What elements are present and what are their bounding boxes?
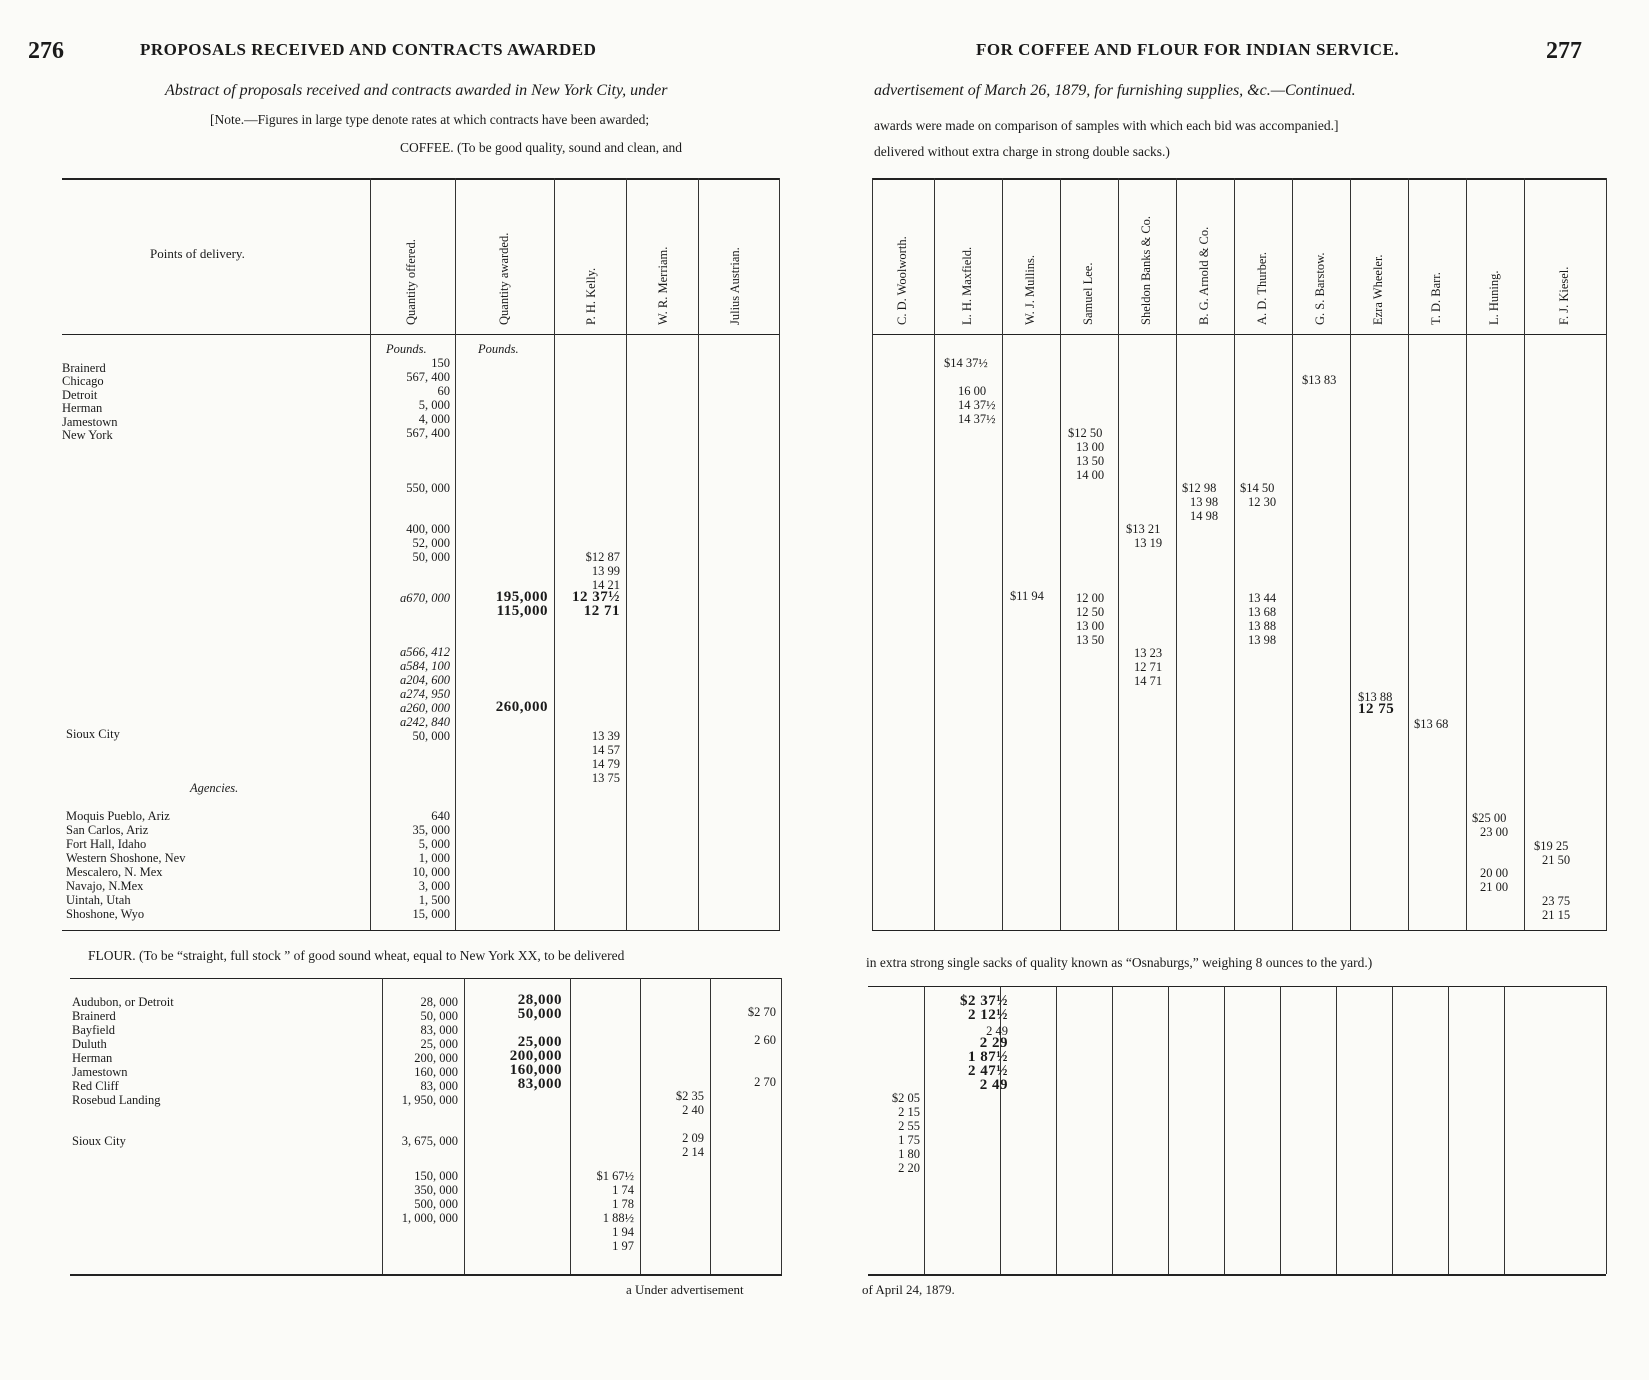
barstow-bid: $13 83	[1302, 373, 1337, 387]
kelly-flour-bid: $1 67½	[596, 1169, 634, 1183]
qty-offered: a260, 000	[400, 701, 450, 715]
flour-line-left: FLOUR. (To be “straight, full stock ” of good sound wheat, equal to New York XX, to be delivered	[88, 948, 625, 963]
flour-column-rule	[1504, 986, 1505, 1274]
page-number-left: 276	[28, 38, 64, 64]
thurber-bid: 13 44	[1248, 591, 1277, 605]
maxfield-flour-bid: 2 12½	[968, 1007, 1008, 1023]
units-awarded: Pounds.	[478, 342, 519, 356]
huning-bid: $25 00	[1472, 811, 1507, 825]
agency-qty: 35, 000	[412, 823, 450, 837]
qty-awarded: 260,000	[495, 699, 548, 715]
woolworth-flour-bid: 1 80	[898, 1147, 920, 1161]
column-rule	[1060, 178, 1061, 930]
qty-offered: 5, 000	[418, 398, 450, 412]
flour-qty: 83, 000	[420, 1023, 458, 1037]
wheeler-bid: 12 75	[1358, 701, 1395, 717]
austrian-flour-bid: 2 70	[754, 1075, 776, 1089]
column-rule	[1292, 178, 1293, 930]
flour-awarded: 160,000	[509, 1062, 562, 1078]
kiesel-bid: 23 75	[1542, 894, 1571, 908]
maxfield-flour-bid: $2 37½	[960, 993, 1008, 1009]
column-rule	[1118, 178, 1119, 930]
col-quantity-awarded: Quantity awarded.	[497, 232, 511, 325]
qty-offered: 400, 000	[406, 522, 450, 536]
footnote-right: of April 24, 1879.	[862, 1282, 955, 1297]
col-bidder-7: G. S. Barstow.	[1313, 252, 1327, 325]
flour-place: Bayfield	[72, 1023, 116, 1037]
thurber-bid: 13 98	[1248, 633, 1277, 647]
flour-awarded: 28,000	[517, 992, 562, 1008]
agency-qty: 3, 000	[418, 879, 450, 893]
maxfield-bid: 16 00	[958, 384, 987, 398]
agency-fort-hall: Fort Hall, Idaho	[66, 837, 147, 851]
merriam-flour-bid: 2 40	[682, 1103, 704, 1117]
lee-bid: 13 00	[1076, 619, 1105, 633]
flour-qty: 350, 000	[414, 1183, 458, 1197]
subtitle-left: Abstract of proposals received and contracts awarded in New York City, under	[165, 82, 668, 99]
col-bidder-4: Sheldon Banks & Co.	[1139, 215, 1153, 325]
qty-offered: a566, 412	[400, 645, 450, 659]
thurber-bid: 12 30	[1248, 495, 1277, 509]
flour-qty: 200, 000	[414, 1051, 458, 1065]
agency-san-carlos: San Carlos, Ariz	[66, 823, 149, 837]
huning-bid: 21 00	[1480, 880, 1509, 894]
arnold-bid: 13 98	[1190, 495, 1219, 509]
note-left: [Note.—Figures in large type denote rates at which contracts have been awarded;	[210, 112, 650, 127]
flour-awarded: 200,000	[509, 1048, 562, 1064]
qty-offered: a584, 100	[400, 659, 450, 673]
austrian-flour-bid: 2 60	[754, 1033, 776, 1047]
flour-place: Brainerd	[72, 1009, 116, 1023]
woolworth-flour-bid: 1 75	[898, 1133, 920, 1147]
maxfield-bid: $14 37½	[944, 356, 988, 370]
flour-column-rule	[1606, 986, 1607, 1274]
kiesel-bid: 21 50	[1542, 853, 1571, 867]
qty-offered: 52, 000	[412, 536, 450, 550]
lee-bid: 13 50	[1076, 454, 1105, 468]
lee-bid: 13 00	[1076, 440, 1105, 454]
place-jamestown: Jamestown	[62, 415, 118, 429]
austrian-flour-bid: $2 70	[747, 1005, 776, 1019]
col-bidder-1: L. H. Maxfield.	[960, 246, 974, 325]
qty-offered: a670, 000	[400, 591, 450, 605]
banks-bid: 13 23	[1134, 646, 1163, 660]
col-quantity-offered: Quantity offered.	[404, 239, 418, 325]
kelly-flour-bid: 1 78	[612, 1197, 634, 1211]
flour-qty: 150, 000	[414, 1169, 458, 1183]
qty-offered: 150	[431, 356, 450, 370]
flour-place: Audubon, or Detroit	[72, 995, 174, 1009]
maxfield-flour-bid: 2 47½	[968, 1063, 1008, 1079]
note-right: awards were made on comparison of samples with which each bid was accompanied.]	[874, 118, 1339, 133]
wheeler-bid: $13 88	[1358, 690, 1393, 704]
flour-place: Duluth	[72, 1037, 107, 1051]
column-rule	[1524, 178, 1525, 930]
huning-bid: 20 00	[1480, 866, 1509, 880]
flour-column-rule	[1224, 986, 1225, 1274]
qty-awarded: 195,000	[495, 589, 548, 605]
agency-navajo: Navajo, N.Mex	[66, 879, 144, 893]
flour-place: Jamestown	[72, 1065, 128, 1079]
maxfield-flour-bid: 2 49	[979, 1077, 1008, 1093]
agency-shoshone: Shoshone, Wyo	[66, 907, 145, 921]
maxfield-flour-bid: 1 87½	[968, 1049, 1008, 1065]
lee-bid: 12 00	[1076, 591, 1105, 605]
flour-awarded: 50,000	[517, 1006, 562, 1022]
column-rule	[1466, 178, 1467, 930]
agency-western-shoshone: Western Shoshone, Nev	[66, 851, 186, 865]
agency-qty: 1, 500	[418, 893, 450, 907]
lee-bid: 14 00	[1076, 468, 1105, 482]
flour-column-rule	[1112, 986, 1113, 1274]
col-bidder-6: A. D. Thurber.	[1255, 251, 1269, 325]
lee-bid: $12 50	[1068, 426, 1103, 440]
column-rule	[934, 178, 935, 930]
flour-qty: 3, 675, 000	[401, 1134, 458, 1148]
col-bidder-10: L. Huning.	[1487, 270, 1501, 325]
col-bidder-9: T. D. Barr.	[1429, 272, 1443, 325]
table-top-rule	[62, 178, 780, 180]
agency-qty: 15, 000	[412, 907, 450, 921]
kiesel-bid: 21 15	[1542, 908, 1571, 922]
agency-mescalero: Mescalero, N. Mex	[66, 865, 163, 879]
col-austrian: Julius Austrian.	[728, 247, 742, 325]
kelly-flour-bid: 1 88½	[602, 1211, 634, 1225]
kelly-bid: 12 37½	[572, 589, 620, 605]
subtitle-right: advertisement of March 26, 1879, for furnishing supplies, &c.—Continued.	[874, 82, 1356, 99]
column-rule	[1176, 178, 1177, 930]
banks-bid: 12 71	[1134, 660, 1163, 674]
flour-column-rule	[1280, 986, 1281, 1274]
kelly-bid: 14 57	[591, 743, 620, 757]
kelly-bid: 14 79	[591, 757, 620, 771]
qty-offered: a242, 840	[400, 715, 450, 729]
page-header-left: PROPOSALS RECEIVED AND CONTRACTS AWARDED	[140, 40, 597, 59]
flour-place: Rosebud Landing	[72, 1093, 161, 1107]
thurber-bid: 13 88	[1248, 619, 1277, 633]
col-bidder-0: C. D. Woolworth.	[895, 236, 909, 325]
arnold-bid: $12 98	[1182, 481, 1217, 495]
qty-offered: 4, 000	[418, 412, 450, 426]
flour-awarded: 25,000	[517, 1034, 562, 1050]
woolworth-flour-bid: 2 55	[898, 1119, 920, 1133]
flour-place: Red Cliff	[72, 1079, 119, 1093]
kelly-bid: 13 99	[591, 564, 620, 578]
column-rule	[1350, 178, 1351, 930]
maxfield-flour-bid: 2 29	[979, 1035, 1008, 1051]
agency-uintah: Uintah, Utah	[66, 893, 131, 907]
flour-qty: 500, 000	[414, 1197, 458, 1211]
place-sioux-city: Sioux City	[66, 727, 120, 741]
kelly-bid: 13 75	[591, 771, 620, 785]
flour-column-rule	[1448, 986, 1449, 1274]
footnote-left: a Under advertisement	[626, 1282, 744, 1297]
woolworth-flour-bid: $2 05	[891, 1091, 920, 1105]
col-bidder-3: Samuel Lee.	[1081, 262, 1095, 325]
header-bottom-rule	[62, 334, 780, 335]
column-rule	[872, 178, 873, 930]
qty-awarded: 115,000	[496, 603, 548, 619]
maxfield-bid: 14 37½	[958, 412, 996, 426]
kelly-flour-bid: 1 94	[612, 1225, 634, 1239]
thurber-bid: 13 68	[1248, 605, 1277, 619]
flour-qty: 25, 000	[420, 1037, 458, 1051]
banks-bid: 13 19	[1134, 536, 1163, 550]
kelly-bid: 13 39	[591, 729, 620, 743]
flour-qty: 1, 000, 000	[401, 1211, 458, 1225]
woolworth-flour-bid: 2 15	[898, 1105, 920, 1119]
barr-bid: $13 68	[1414, 717, 1449, 731]
kelly-bid: 12 71	[583, 603, 620, 619]
place-new-york: New York	[62, 428, 113, 442]
flour-column-rule	[1056, 986, 1057, 1274]
flour-qty: 50, 000	[420, 1009, 458, 1023]
woolworth-flour-bid: 2 20	[898, 1161, 920, 1175]
agency-qty: 1, 000	[418, 851, 450, 865]
merriam-flour-bid: 2 14	[682, 1145, 704, 1159]
agency-qty: 5, 000	[418, 837, 450, 851]
kelly-flour-bid: 1 74	[612, 1183, 634, 1197]
kelly-bid: 14 21	[591, 578, 620, 592]
place-brainerd: Brainerd	[62, 361, 106, 375]
huning-bid: 23 00	[1480, 825, 1509, 839]
flour-line-right: in extra strong single sacks of quality known as “Osnaburgs,” weighing 8 ounces to the yard.)	[866, 955, 1373, 970]
thurber-bid: $14 50	[1240, 481, 1275, 495]
agency-moquis: Moquis Pueblo, Ariz	[66, 809, 170, 823]
flour-place: Herman	[72, 1051, 113, 1065]
agencies-label: Agencies.	[190, 781, 239, 795]
flour-qty: 83, 000	[420, 1079, 458, 1093]
arnold-bid: 14 98	[1190, 509, 1219, 523]
flour-column-rule	[1392, 986, 1393, 1274]
qty-offered: 50, 000	[412, 550, 450, 564]
place-herman: Herman	[62, 401, 103, 415]
coffee-line-right: delivered without extra charge in strong double sacks.)	[874, 144, 1170, 159]
col-points-of-delivery: Points of delivery.	[150, 246, 245, 261]
flour-qty: 1, 950, 000	[401, 1093, 458, 1107]
col-merriam: W. R. Merriam.	[656, 246, 670, 325]
page-number-right: 277	[1546, 38, 1582, 64]
qty-offered: a204, 600	[400, 673, 450, 687]
left-page	[0, 0, 824, 1380]
page-header-right: FOR COFFEE AND FLOUR FOR INDIAN SERVICE.	[976, 40, 1400, 59]
col-bidder-8: Ezra Wheeler.	[1371, 254, 1385, 325]
banks-bid: $13 21	[1126, 522, 1161, 536]
kiesel-bid: $19 25	[1534, 839, 1569, 853]
flour-column-rule	[1168, 986, 1169, 1274]
coffee-line-left: COFFEE. (To be good quality, sound and clean, and	[400, 140, 683, 155]
qty-offered: 567, 400	[406, 426, 450, 440]
agency-qty: 10, 000	[412, 865, 450, 879]
merriam-flour-bid: 2 09	[682, 1131, 704, 1145]
flour-place: Sioux City	[72, 1134, 126, 1148]
flour-column-rule	[1336, 986, 1337, 1274]
flour-qty: 160, 000	[414, 1065, 458, 1079]
place-detroit: Detroit	[62, 388, 98, 402]
qty-offered: 567, 400	[406, 370, 450, 384]
column-rule	[1002, 178, 1003, 930]
right-page	[824, 0, 1649, 1380]
coffee-bottom-rule	[62, 930, 780, 931]
maxfield-bid: 14 37½	[958, 398, 996, 412]
lee-bid: 12 50	[1076, 605, 1105, 619]
qty-offered: 550, 000	[406, 481, 450, 495]
column-rule	[1606, 178, 1607, 930]
flour-qty: 28, 000	[420, 995, 458, 1009]
col-bidder-11: F. J. Kiesel.	[1557, 266, 1571, 325]
flour-awarded: 83,000	[517, 1076, 562, 1092]
lee-bid: 13 50	[1076, 633, 1105, 647]
qty-offered: a274, 950	[400, 687, 450, 701]
col-bidder-5: B. G. Arnold & Co.	[1197, 226, 1211, 325]
kelly-flour-bid: 1 97	[612, 1239, 634, 1253]
column-rule	[1408, 178, 1409, 930]
col-bidder-2: W. J. Mullins.	[1023, 254, 1037, 325]
units-offered: Pounds.	[386, 342, 427, 356]
qty-offered: 60	[437, 384, 450, 398]
col-kelly: P. H. Kelly.	[584, 267, 598, 325]
merriam-flour-bid: $2 35	[675, 1089, 704, 1103]
column-rule	[1234, 178, 1235, 930]
place-chicago: Chicago	[62, 374, 104, 388]
qty-offered: 50, 000	[412, 729, 450, 743]
banks-bid: 14 71	[1134, 674, 1163, 688]
agency-qty: 640	[431, 809, 450, 823]
maxfield-flour-bid: 2 49	[986, 1024, 1008, 1038]
mullins-bid: $11 94	[1010, 589, 1044, 603]
kelly-bid: $12 87	[585, 550, 620, 564]
